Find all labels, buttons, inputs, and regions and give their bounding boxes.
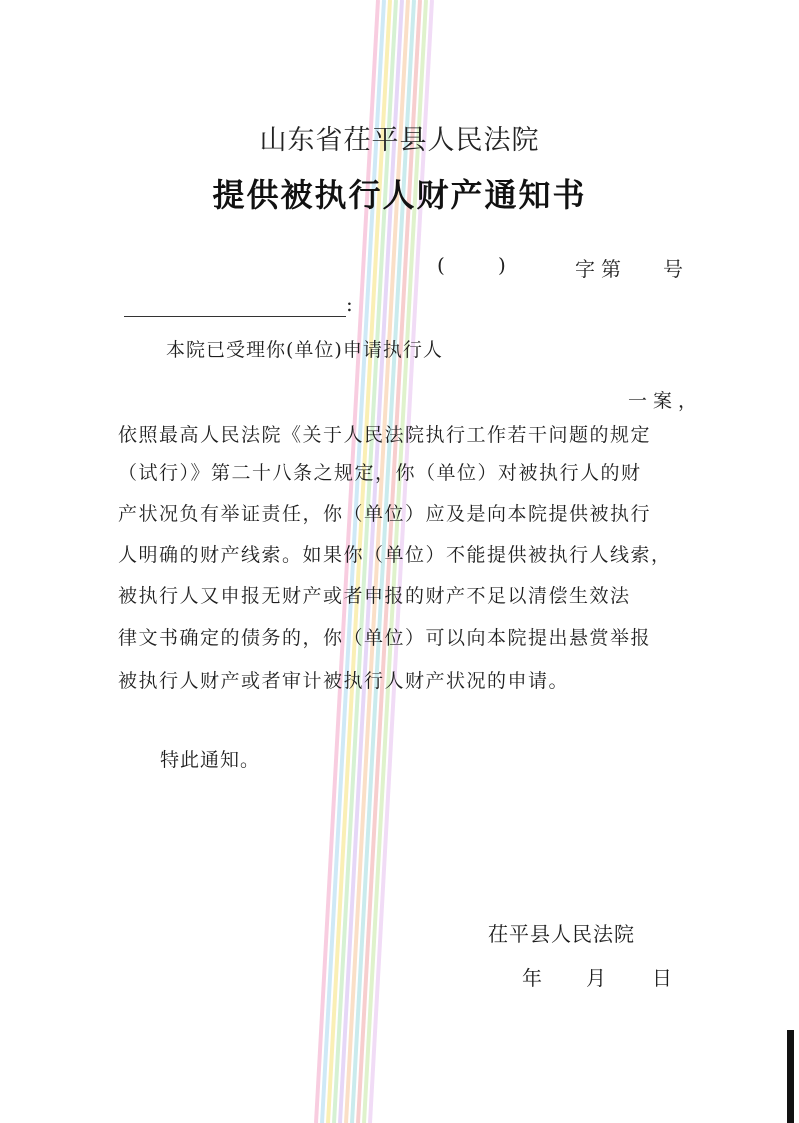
body-line: 被执行人又申报无财产或者申报的财产不足以清偿生效法: [118, 585, 631, 607]
closing-text: 特此通知。: [160, 749, 261, 771]
body-line: （试行）》第二十八条之规定，你（单位）对被执行人的财: [118, 462, 642, 484]
court-name: 山东省茌平县人民法院: [259, 125, 540, 156]
case-number-paren-close: ): [498, 253, 506, 277]
date-day-label: 日: [652, 966, 672, 990]
case-number-hao: 号: [663, 257, 683, 281]
body-line: 律文书确定的债务的，你（单位）可以向本院提出悬赏举报: [118, 627, 652, 649]
body-case-suffix: 一案，: [628, 390, 704, 412]
body-line: 依照最高人民法院《关于人民法院执行工作若干问题的规定: [118, 424, 652, 446]
scan-edge-mark: [787, 1030, 794, 1123]
case-number-zi-di: 字第: [575, 257, 627, 281]
case-number-paren-open: (: [437, 253, 445, 277]
body-line: 产状况负有举证责任，你（单位）应及是向本院提供被执行: [118, 503, 652, 525]
signature-court: 茌平县人民法院: [488, 922, 635, 946]
body-line: 人明确的财产线索。如果你（单位）不能提供被执行人线索，: [118, 544, 672, 566]
document-title: 提供被执行人财产通知书: [212, 176, 587, 214]
addressee-colon: :: [346, 292, 353, 316]
body-first-line: 本院已受理你(单位)申请执行人: [166, 339, 443, 361]
body-line: 被执行人财产或者审计被执行人财产状况的申请。: [118, 670, 570, 692]
addressee-blank-line: [124, 316, 346, 317]
date-year-label: 年: [522, 966, 542, 990]
date-month-label: 月: [586, 966, 606, 990]
